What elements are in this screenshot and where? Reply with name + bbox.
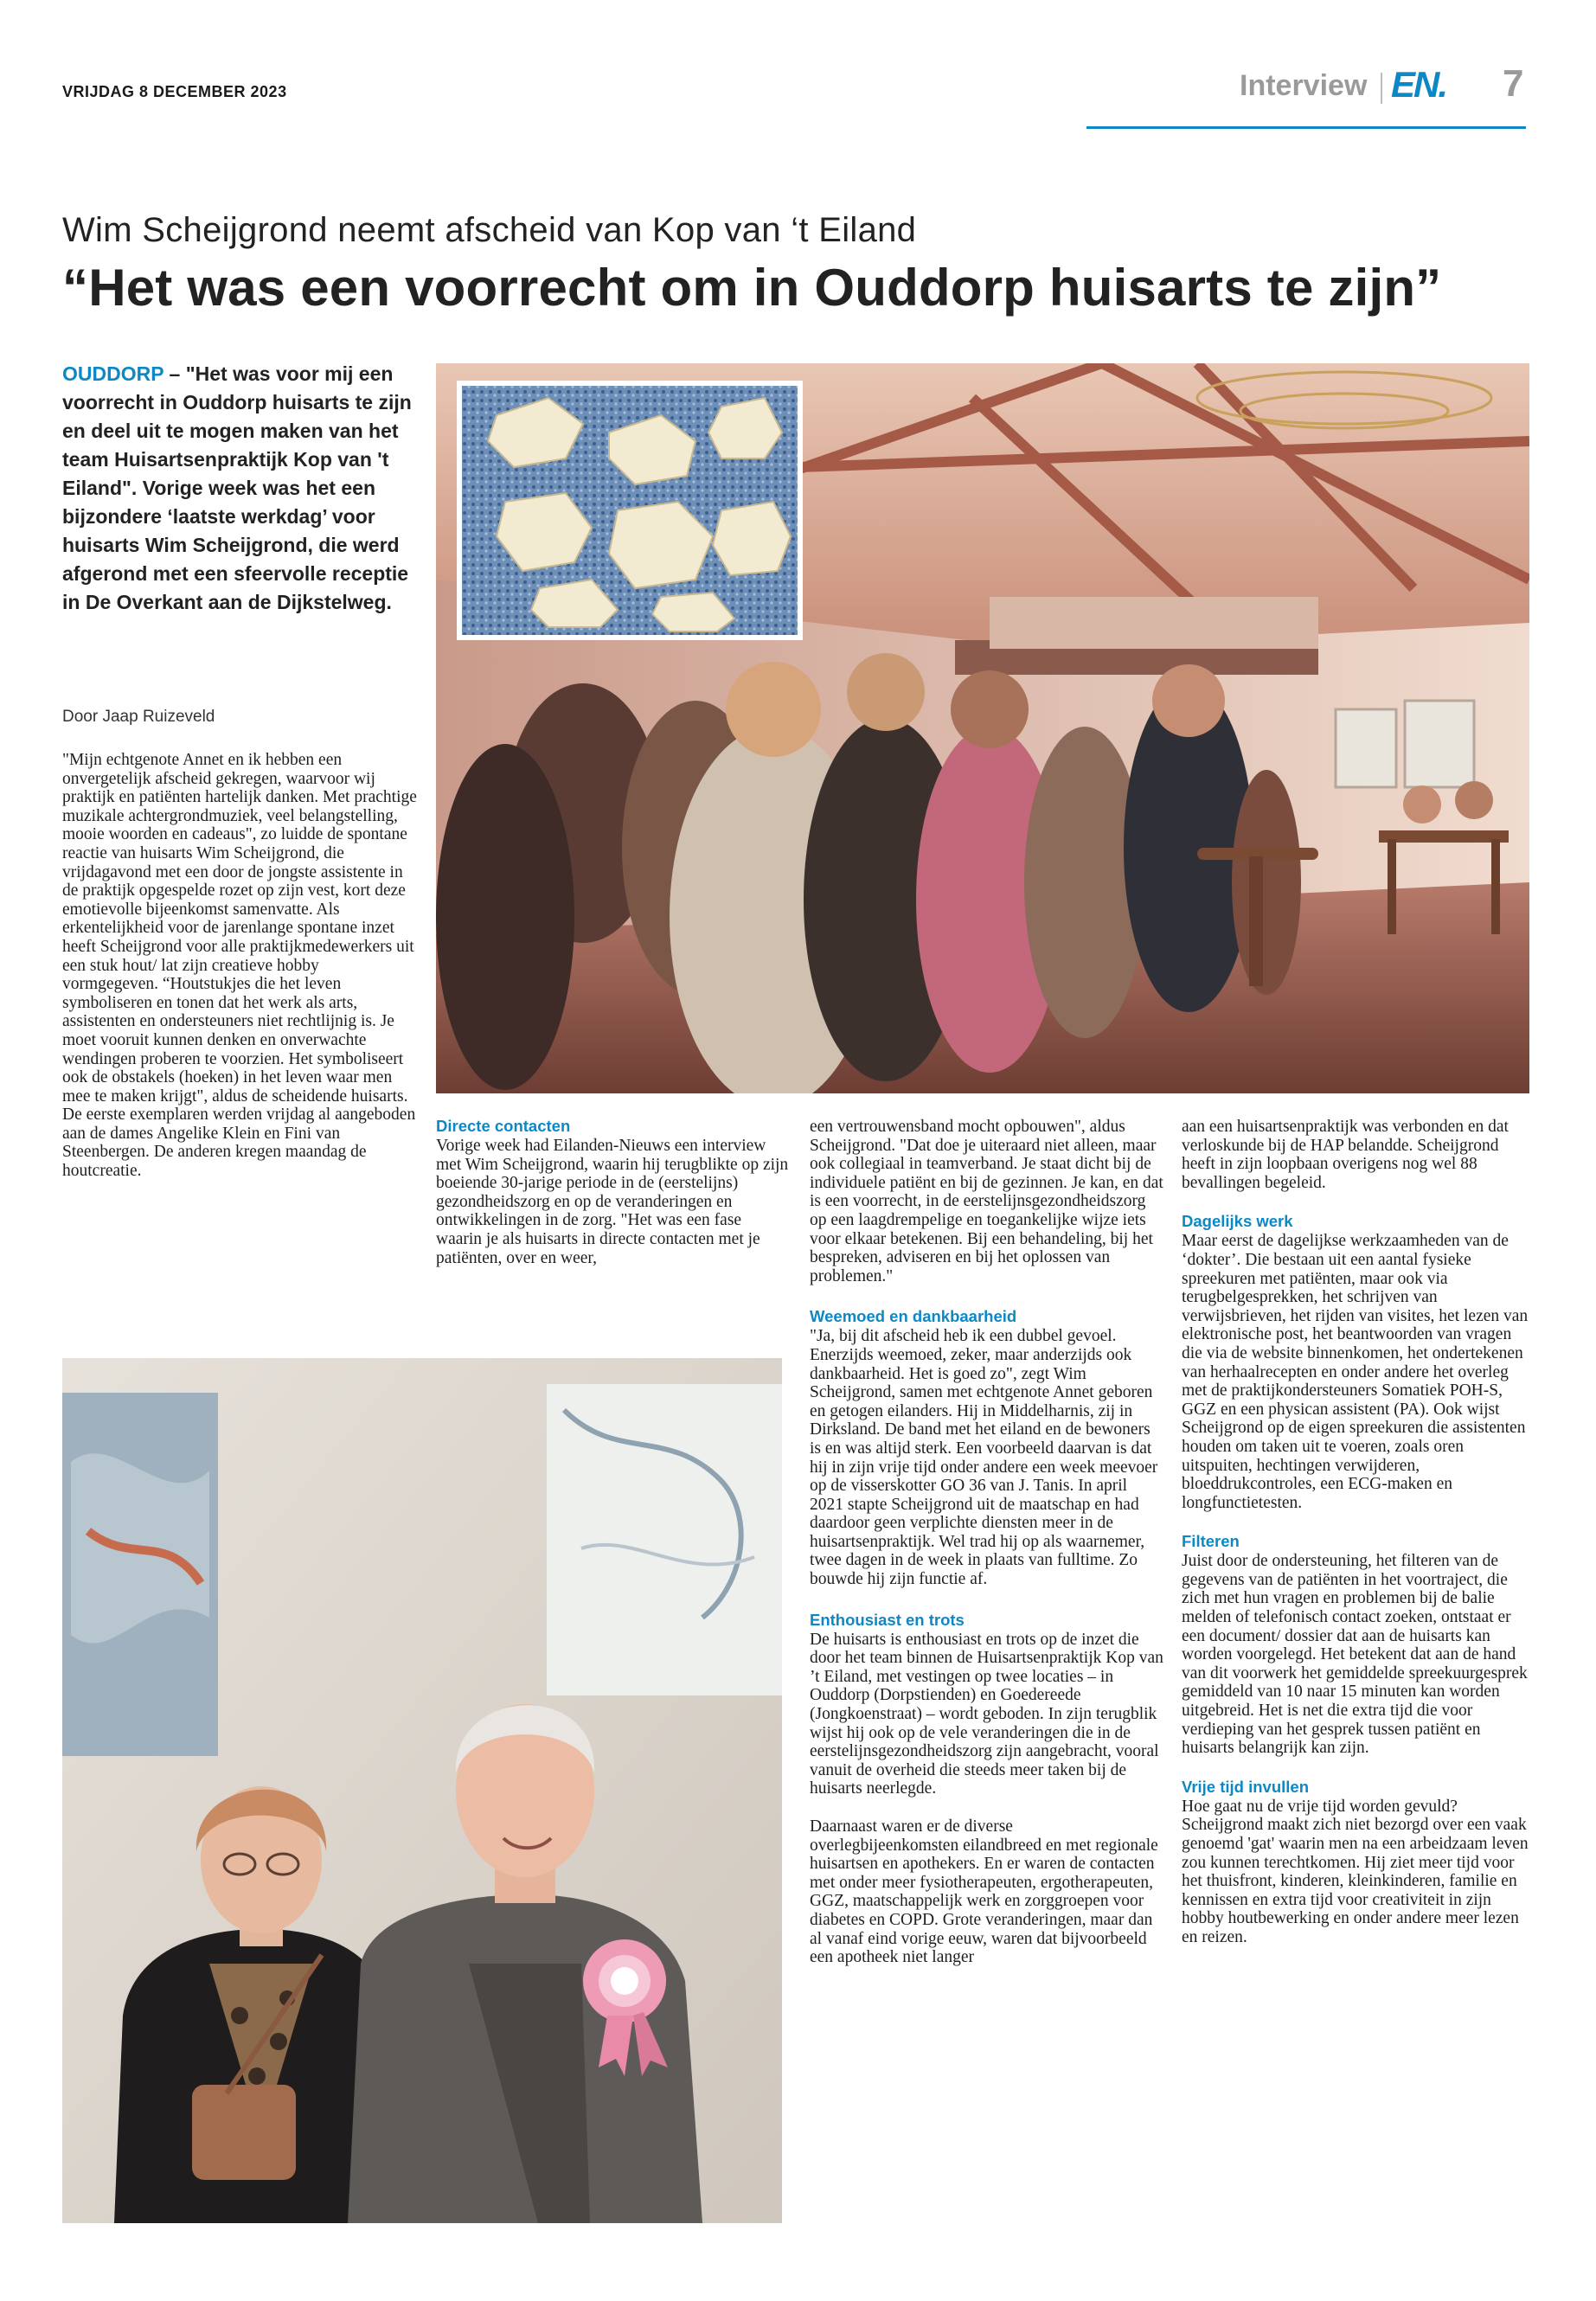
article-lede xyxy=(62,360,415,617)
paragraph: De huisarts is enthousiast en trots op de inzet die door het team binnen de Huisartsenpraktijk Kop van ’t Eiland, met vestingen op twee locaties – in Ouddorp (Dorpstienden) en Goedereede (Jongkoenstraat) – wordt geboden. In zijn terugblik wijst hij ook op de vele veranderingen die in de eerstelijnsgezondheidszorg zijn aangebracht, vooral vanuit de overheid die steeds meer taken bij de huisarts neerlegde. xyxy=(810,1630,1163,1798)
section-label: Interview xyxy=(1240,69,1368,102)
newspaper-logo: EN. xyxy=(1391,64,1447,105)
lede-dateline: OUDDORP xyxy=(62,362,164,385)
article-headline: “Het was een voorrecht om in Ouddorp huisarts te zijn” xyxy=(62,259,1442,317)
subheading: Weemoed en dankbaarheid xyxy=(810,1307,1017,1326)
paragraph: een vertrouwensband mocht opbouwen", aldus Scheijgrond. "Dat doe je uiteraard niet alleen, maar ook collegiaal in teamverband. Je staat dicht bij de individuele patiënt en bij de gezinnen. Je kan, en dat is een voorrecht, in de eerstelijnsgezondheidszorg op een laagdrempelige en toegankelijke wijze iets voor elkaar betekenen. Bij een behandeling, bij het bespreken, adviseren en bij het oplossen van problemen." xyxy=(810,1118,1163,1285)
byline: Door Jaap Ruizeveld xyxy=(62,708,215,726)
header-rule xyxy=(1086,126,1526,129)
couple-portrait-photo xyxy=(62,1358,782,2223)
paragraph: Daarnaast waren er de diverse overlegbijeenkomsten eilandbreed en met regionale huisartsen en apothekers. En er waren de contacten met onder meer fysiotherapeuten, ergotherapeuten, GGZ, maatschappelijk werk en zorggroepen voor diabetes en COPD. Grote veranderingen, maar dan al vanaf eind vorige eeuw, waren dat bijvoorbeeld een apotheek niet langer xyxy=(810,1817,1158,1967)
body-column-3 xyxy=(810,1118,1164,1967)
article-kicker: Wim Scheijgrond neemt afscheid van Kop van ‘t Eiland xyxy=(62,211,917,249)
paragraph: Hoe gaat nu de vrije tijd worden gevuld? Scheijgrond maakt zich niet bezorgd over een vaak genoemd 'gat' waarin men na een arbeidzaam leven zou kunnen terechtkomen. Hij ziet meer tijd voor het thuisfront, kinderen, kleinkinderen, familie en kennissen en extra tijd voor creativiteit in zijn hobby houtbewerking en onder andere meer lezen en reizen. xyxy=(1182,1797,1529,1946)
paragraph: Vorige week had Eilanden-Nieuws een interview met Wim Scheijgrond, waarin hij terugblikte op zijn boeiende 30-jarige periode in de (eerstelijns) gezondheidszorg en op de veranderingen en ontwikkelingen in de zorg. "Het was een fase waarin je als huisarts in directe contacten met je patiënten, over en weer, xyxy=(436,1137,789,1267)
page-number: 7 xyxy=(1503,62,1524,105)
subheading: Vrije tijd invullen xyxy=(1182,1777,1310,1796)
lede-text: – "Het was voor mij een voorrecht in Ouddorp huisarts te zijn en deel uit te mogen maken van het team Huisartsenpraktijk Kop van 't Eiland". Vorige week was het een bijzondere ‘laatste werkdag’ voor huisarts Wim Scheijgrond, die werd afgerond met een sfeervolle receptie in De Overkant aan de Dijkstelweg. xyxy=(62,362,412,613)
reception-scene xyxy=(436,363,1529,1093)
body-column-1 xyxy=(62,751,417,1181)
body-column-2 xyxy=(436,1116,791,1267)
paragraph: Juist door de ondersteuning, het filteren van de gegevens van de patiënten in het voortraject, die zich met hun vragen en problemen bij de balie melden of telefonisch contact zoeken, ontstaat er een document/ dossier dat aan de huisarts kan worden voorgelegd. Het betekent dat aan de hand van dit voorwerk het gemiddelde spreekuurgesprek gemiddeld van 10 naar 15 minuten kan worden uitgebreid. Het is net die extra tijd die voor verdieping van het gesprek tussen patiënt en huisarts belangrijk kan zijn. xyxy=(1182,1552,1528,1758)
inset-photo xyxy=(457,381,803,640)
subheading: Directe contacten xyxy=(436,1117,571,1135)
subheading: Filteren xyxy=(1182,1532,1240,1551)
subheading: Enthousiast en trots xyxy=(810,1610,965,1629)
reception-photo xyxy=(436,363,1529,1093)
paragraph: aan een huisartsenpraktijk was verbonden en dat verloskunde bij de HAP belandde. Scheijgrond heeft in zijn loopbaan overigens nog wel 88 bevallingen begeleid. xyxy=(1182,1118,1509,1192)
subheading: Dagelijks werk xyxy=(1182,1212,1293,1231)
paragraph: Maar eerst de dagelijkse werkzaamheden van de ‘dokter’. Die bestaan uit een aantal fysieke spreekuren met patiënten, maar ook via terugbelgesprekken, het schrijven van verwijsbrieven, het rijden van visites, het lezen van elektronische post, het beantwoorden van vragen die via de website binnenkomen, het ondertekenen van herhaalrecepten en onder andere het overleg met de praktijkondersteuners Somatiek POH-S, GGZ en een physican assistent (PA). Ook wijst Scheijgrond op de eigen spreekuren die assistenten houden om taken uit te voeren, zoals oren uitspuiten, hechtingen verwijderen, bloeddrukcontroles, een ECG-maken en longfunctietesten. xyxy=(1182,1232,1529,1512)
paragraph: "Ja, bij dit afscheid heb ik een dubbel gevoel. Enerzijds weemoed, zeker, maar anderzijds ook dankbaarheid. Het is goed zo", zegt Wim Scheijgrond, samen met echtgenote Annet geboren en getogen eilanders. Hij in Middelharnis, zij in Dirksland. De band met het eiland en de bewoners is en was altijd sterk. Een voorbeeld daarvan is dat hij in zijn vrije tijd onder andere een week meevoer op de visserskotter GO 36 van J. Tanis. In april 2021 stapte Scheijgrond uit de maatschap en had daardoor geen verplichte diensten meer in de huisartsenpraktijk. Wel trad hij op als waarnemer, twee dagen in de week in plaats van fulltime. Zo bouwde hij zijn functie af. xyxy=(810,1327,1158,1589)
issue-date: VRIJDAG 8 DECEMBER 2023 xyxy=(62,83,287,100)
body-column-4 xyxy=(1182,1118,1529,1947)
header-divider xyxy=(1381,73,1382,104)
portrait-scene xyxy=(62,1358,782,2223)
paragraph: "Mijn echtgenote Annet en ik hebben een onvergetelijk afscheid gekregen, waarvoor wij praktijk en patiënten hartelijk danken. Met prachtige muzikale achtergrondmuziek, veel belangstelling, mooie woorden en cadeaus", zo luidde de spontane reactie van huisarts Wim Scheijgrond, die vrijdagavond met een door de jongste assistente in de praktijk opgespelde rozet op zijn vest, kort deze emotievolle bijeenkomst samenvatte. Als erkentelijkheid voor de jarenlange spontane inzet heeft Scheijgrond voor alle praktijkmedewerkers uit een stuk hout/ lat zijn creatieve hobby vormgegeven. “Houtstukjes die het leven symboliseren en tonen dat het werk als arts, assistenten en ondersteuners niet rechtlijnig is. Je moet vooruit kunnen denken en onverwachte wendingen proberen te voorzien. Het symboliseert ook de obstakels (hoeken) in het leven waar men mee te maken krijgt", aldus de scheidende huisarts. De eerste exemplaren werden vrijdag al aangeboden aan de dames Angelike Klein en Fini van Steenbergen. De anderen kregen maandag de houtcreatie. xyxy=(62,751,417,1181)
